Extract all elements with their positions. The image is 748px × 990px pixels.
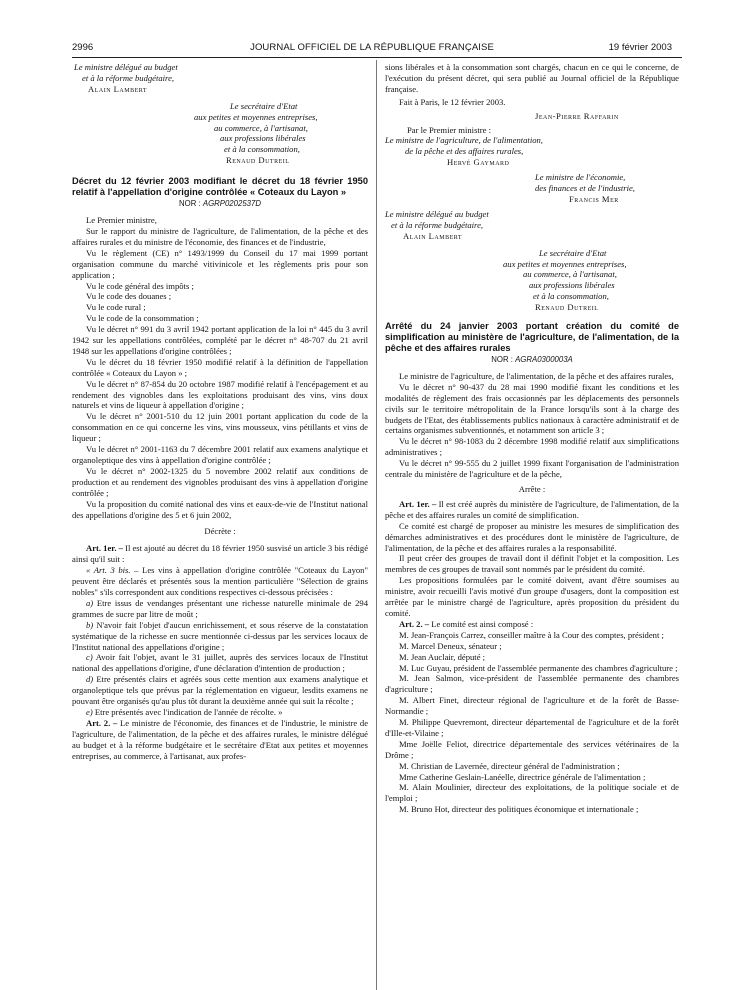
paragraph: Vu le code rural ; xyxy=(86,302,146,313)
article-1 xyxy=(385,499,679,521)
paragraph: Vu le code général des impôts ; xyxy=(86,280,194,291)
page-number: 2996 xyxy=(72,42,94,53)
signature-title: et à la consommation, xyxy=(224,144,300,155)
paragraph: Vu le décret n° 2001-510 du 12 juin 2001 portant application du code de la consommation en ce qui concerne les vins, vins mousseux, vins pétillants et vins de liqueur ; xyxy=(72,411,368,444)
paragraph: Le Premier ministre, xyxy=(86,215,157,226)
paragraph: sions libérales et à la consommation sont chargés, chacun en ce qui le concerne, de l'exécution du présent décret, qui sera publié au Journal officiel de la République française. xyxy=(385,62,679,94)
member-item: M. Jean Salmon, vice-président de l'assemblée permanente des chambres d'agriculture ; xyxy=(385,673,679,695)
item-label: d) xyxy=(86,674,94,685)
signature-title: Le ministre de l'agriculture, de l'alimentation, xyxy=(385,135,543,146)
article-label: Art. 1er. – xyxy=(399,498,437,509)
signature-title: aux professions libérales xyxy=(220,133,306,144)
signature-title: Le secrétaire d'Etat xyxy=(539,247,607,258)
paragraph: Il peut créer des groupes de travail dont il définit l'objet et la composition. Les membres de ces groupes de travail sont nommés par le président du comité. xyxy=(385,553,679,575)
header-rule xyxy=(72,57,682,58)
article-label: Art. 2. – xyxy=(399,618,430,629)
member-item: Mme Joëlle Feliot, directrice départementale des services vétérinaires de la Drôme ; xyxy=(385,738,679,760)
article-text: – Les vins à appellation d'origine contrôlée "Coteaux du Layon" peuvent être déclarés et présentés sous la mention particulière "Sélection de grains nobles" s'ils correspondent aux conditions respectives ci-dessous précisées : xyxy=(72,565,368,597)
nor-label: NOR : xyxy=(179,199,201,209)
signature-title: et à la réforme budgétaire, xyxy=(82,72,175,83)
member-item: M. Bruno Hot, directeur des politiques économique et internationale ; xyxy=(399,804,639,815)
signature-name: Renaud Dutreil xyxy=(535,302,599,313)
arrete-title: Arrêté du 24 janvier 2003 portant création du comité de simplification au ministère de l'agriculture, de l'alimentation, de la pêche et des affaires rurales xyxy=(385,321,679,354)
signature-block-secretary xyxy=(72,101,368,166)
signature-title: Le ministre délégué au budget xyxy=(385,208,489,219)
item-text: N'avoir fait l'objet d'aucun enrichissement, et sous réserve de la constatation systématique de la richesse en sucre mentionnée ci-dessus par les services locaux de l'Institut national des appellations d'origine ; xyxy=(72,619,368,652)
nor-code: AGRA0300003A xyxy=(515,355,573,365)
paragraph: Ce comité est chargé de proposer au ministre les mesures de simplification des démarches administratives et des procédures dont le ministère de l'agriculture, de l'alimentation, de la pêche et des affaires rurales a la responsabilité. xyxy=(385,520,679,553)
signature-block-secretary xyxy=(385,248,679,313)
signed-at: Fait à Paris, le 12 février 2003. xyxy=(399,96,506,107)
nor-reference xyxy=(385,355,679,366)
signature-title: Le ministre délégué au budget xyxy=(74,62,178,72)
article-text: Il est ajouté au décret du 18 février 1950 susvisé un article 3 bis rédigé ainsi qu'il suit : xyxy=(72,543,369,565)
column-divider xyxy=(376,60,377,990)
article-1 xyxy=(72,543,368,565)
article-label: Art. 1er. – xyxy=(86,543,123,554)
signature-title: aux petites et moyennes entreprises, xyxy=(503,258,627,269)
signature-title: aux petites et moyennes entreprises, xyxy=(194,111,318,122)
member-item: M. Albert Finet, directeur régional de l'agriculture et de la forêt de Basse-Normandie ; xyxy=(385,695,679,717)
article-label: « Art. 3 bis. xyxy=(86,565,131,576)
signature-name: Hervé Gaymard xyxy=(447,157,510,168)
journal-title: JOURNAL OFFICIEL DE LA RÉPUBLIQUE FRANÇAISE xyxy=(250,42,494,53)
item-text: Avoir fait l'objet, avant le 31 juillet, auprès des services locaux de l'Institut national des appellations d'origine, d'une déclaration d'intention de production ; xyxy=(72,652,368,674)
left-column xyxy=(72,62,368,761)
nor-label: NOR : xyxy=(491,355,513,365)
decree-title: Décret du 12 février 2003 modifiant le décret du 18 février 1950 relatif à l'appellation d'origine contrôlée « Coteaux du Layon » xyxy=(72,176,368,198)
paragraph: Vu le décret n° 98-1083 du 2 décembre 1998 modifié relatif aux simplifications administratives ; xyxy=(385,436,679,458)
member-item: Mme Catherine Geslain-Lanéelle, directrice générale de l'alimentation ; xyxy=(399,771,646,782)
paragraph: Le ministre de l'agriculture, de l'alimentation, de la pêche et des affaires rurales, xyxy=(399,370,674,381)
condition-item xyxy=(72,674,368,707)
article-label: Art. 2. – xyxy=(86,717,118,728)
item-label: b) xyxy=(86,619,94,630)
item-label: e) xyxy=(86,706,93,717)
signature-title: des finances et de l'industrie, xyxy=(535,183,635,194)
item-text: Etre présentés avec l'indication de l'année de récolte. » xyxy=(94,706,283,717)
signature-name: Renaud Dutreil xyxy=(226,155,290,166)
paragraph: Vu le décret n° 90-437 du 28 mai 1990 modifié fixant les conditions et les modalités de règlement des frais occasionnés par les déplacements des personnels civils sur le territoire métropolitain de la France lorsqu'ils sont à la charge des budgets de l'Etat, des établissements publics nationaux à caractère administratif et de certains organismes subventionnés, et notamment son article 3 ; xyxy=(385,381,679,436)
signature-name: Francis Mer xyxy=(569,193,619,204)
paragraph: Vu le code des douanes ; xyxy=(86,291,172,302)
member-item: M. Jean-François Carrez, conseiller maître à la Cour des comptes, président ; xyxy=(399,629,664,640)
article-2 xyxy=(385,619,679,630)
paragraph: Vu le décret du 18 février 1950 modifié relatif à la définition de l'appellation contrôlée « Coteaux du Layon » ; xyxy=(72,356,368,378)
signature-block-economy xyxy=(385,172,679,205)
par-line: Par le Premier ministre : xyxy=(407,124,492,135)
condition-item xyxy=(72,598,368,620)
member-item: M. Jean Auclair, député ; xyxy=(399,651,486,662)
signature-title: Le ministre de l'économie, xyxy=(535,172,626,183)
member-item: M. Luc Guyau, président de l'assemblée permanente des chambres d'agriculture ; xyxy=(399,662,678,673)
issue-date: 19 février 2003 xyxy=(608,42,672,53)
signature-block-budget xyxy=(72,62,368,95)
item-label: a) xyxy=(86,597,94,608)
signature-title: aux professions libérales xyxy=(529,280,615,291)
item-text: Etre issus de vendanges présentant une richesse naturelle minimale de 294 grammes de sucre par litre de moût ; xyxy=(72,597,368,619)
condition-item xyxy=(72,620,368,653)
right-column xyxy=(385,62,679,815)
paragraph: Vu la proposition du comité national des vins et eaux-de-vie de l'Institut national des appellations d'origine des 5 et 6 juin 2002, xyxy=(72,498,368,520)
signature-title: et à la consommation, xyxy=(533,291,609,302)
item-label: c) xyxy=(86,652,93,663)
article-text: Il est créé auprès du ministère de l'agriculture, de l'alimentation, de la pêche et des affaires rurales un comité de simplification. xyxy=(385,498,679,520)
page-header xyxy=(72,42,672,56)
signature-block-agriculture xyxy=(385,135,679,168)
article-text: Le ministre de l'économie, des finances et de l'industrie, le ministre de l'agriculture, de l'alimentation, de la pêche et des affaires rurales, le ministre délégué au budget et à la réforme budgétaire et le secrétaire d'Etat aux petites et moyennes entreprises, au commerce, à l'artisanat, aux profes- xyxy=(72,717,369,761)
signature-name: Jean-Pierre Raffarin xyxy=(535,110,619,121)
member-item: M. Marcel Deneux, sénateur ; xyxy=(399,640,502,651)
paragraph: Vu le décret n° 2001-1163 du 7 décembre 2001 relatif aux examens analytique et organoleptique des vins à appellation d'origine contrôlée ; xyxy=(72,444,368,465)
member-item: M. Christian de Lavernée, directeur général de l'administration ; xyxy=(399,760,620,771)
paragraph: Vu le décret n° 87-854 du 20 octobre 1987 modifié relatif à l'encépagement et au rendement des vignobles dans les exploitations produisant des vins, vins doux naturels et vins de liqueur à appellation d'origine ; xyxy=(72,378,368,411)
condition-item xyxy=(72,707,368,718)
arrete-heading: Arrête : xyxy=(518,484,546,494)
paragraph: Sur le rapport du ministre de l'agriculture, de l'alimentation, de la pêche et des affaires rurales et du ministre de l'économie, des finances et de l'industrie, xyxy=(72,225,368,247)
signature-title: de la pêche et des affaires rurales, xyxy=(405,146,524,157)
item-text: Etre présentés clairs et agréés sous cette mention aux examens analytique et organoleptique tels que prévus par la réglementation en vigueur, lesdits examens ne pouvant être organisés qu'au plus tôt durant la deuxième année qui suit la récolte ; xyxy=(72,674,368,707)
condition-item xyxy=(72,652,368,674)
signature-title: Le secrétaire d'Etat xyxy=(230,100,298,111)
article-2 xyxy=(72,718,368,762)
paragraph: Vu le décret n° 99-555 du 2 juillet 1999 fixant l'organisation de l'administration centrale du ministère de l'agriculture et de la pêche, xyxy=(385,458,679,480)
paragraph: Vu le décret n° 2002-1325 du 5 novembre 2002 relatif aux conditions de production et au rendement des vignobles produisant des vins à appellation d'origine contrôlée ; xyxy=(72,465,368,498)
signature-name: Alain Lambert xyxy=(403,230,463,241)
article-text: Le comité est ainsi composé : xyxy=(431,618,534,629)
signature-title: au commerce, à l'artisanat, xyxy=(523,269,617,280)
nor-code: AGRP0202537D xyxy=(202,199,261,209)
signature-title: au commerce, à l'artisanat, xyxy=(214,122,308,133)
signature-block-budget xyxy=(385,209,679,242)
paragraph: Les propositions formulées par le comité doivent, avant d'être soumises au ministre, avoir recueilli l'avis motivé d'un groupe d'usagers, dont la composition est arrêtée par le ministre chargé de l'agriculture, après proposition du président du comité. xyxy=(385,575,679,618)
paragraph: Vu le code de la consommation ; xyxy=(86,313,199,324)
member-item: M. Alain Moulinier, directeur des exploitations, de la politique sociale et de l'emploi ; xyxy=(385,782,679,804)
member-item: M. Philippe Quevremont, directeur départemental de l'agriculture et de la forêt d'Ille-et-Vilaine ; xyxy=(385,717,679,738)
signature-name: Alain Lambert xyxy=(88,83,148,94)
paragraph: Vu le règlement (CE) n° 1493/1999 du Conseil du 17 mai 1999 portant organisation commune du marché vitivinicole et les règlements pris pour son application ; xyxy=(72,247,368,280)
decrete-heading: Décrète : xyxy=(204,526,236,537)
nor-reference xyxy=(72,199,368,210)
paragraph: Vu le décret n° 991 du 3 avril 1942 portant application de la loi n° 445 du 3 avril 1942 sur les appellations contrôlées, complété par le décret n° 48-707 du 21 avril 1948 sur les appellations d'origine contrôlées ; xyxy=(72,324,368,356)
signature-title: et à la réforme budgétaire, xyxy=(391,219,484,230)
article-3bis xyxy=(72,565,368,598)
